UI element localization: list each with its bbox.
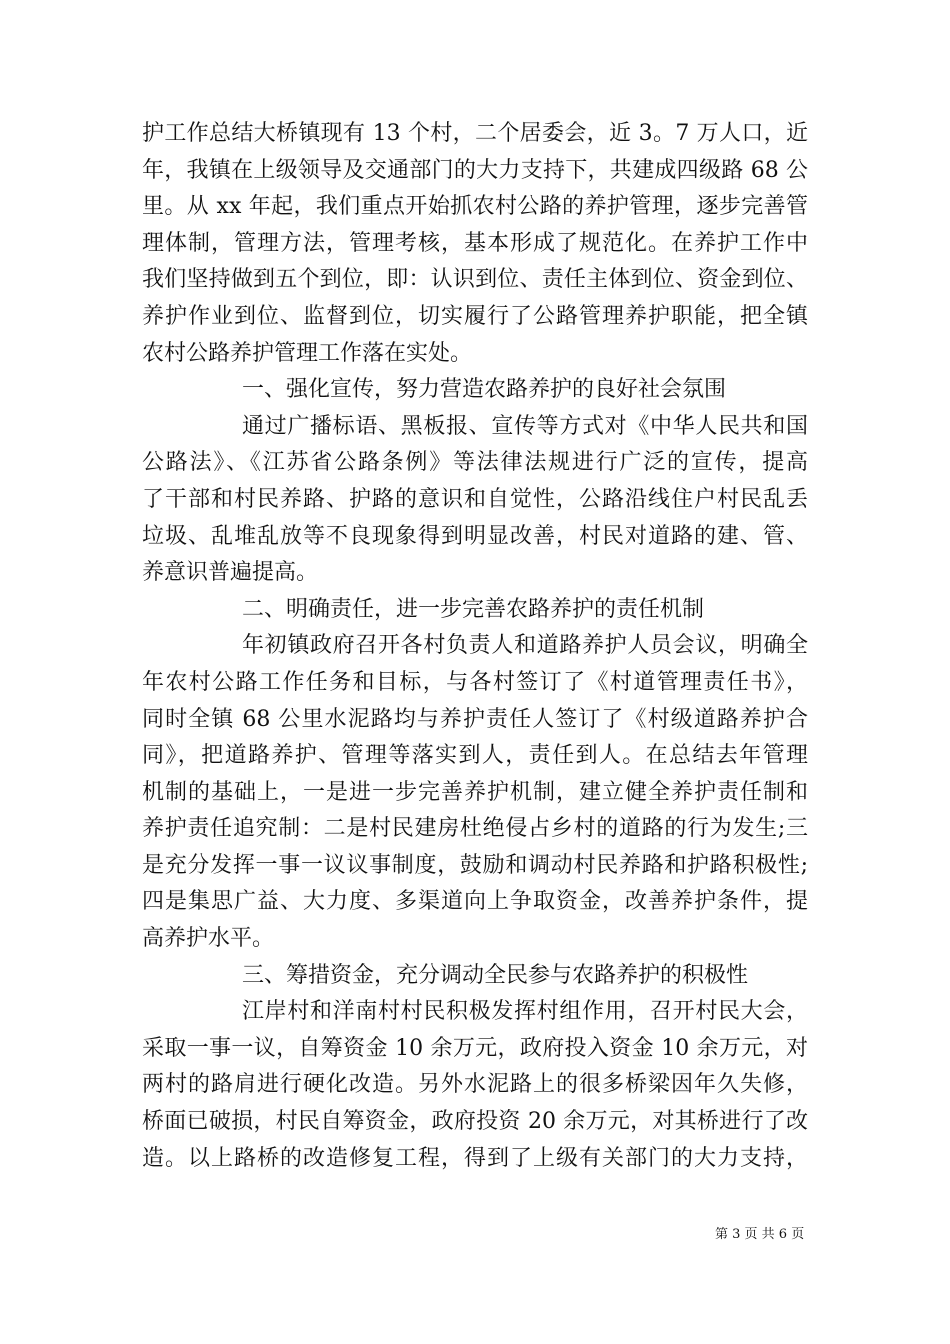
text-line: 是充分发挥一事一议议事制度，鼓励和调动村民养路和护路积极性; (142, 852, 808, 878)
page-footer: 第 3 页 共 6 页 (715, 1227, 805, 1242)
text-line: 了干部和村民养路、护路的意识和自觉性，公路沿线住户村民乱丢 (142, 486, 808, 512)
section-heading: 三、筹措资金，充分调动全民参与农路养护的积极性 (242, 962, 749, 988)
text-line: 垃圾、乱堆乱放等不良现象得到明显改善，村民对道路的建、管、 (142, 523, 808, 549)
text-line: 年，我镇在上级领导及交通部门的大力支持下，共建成四级路 68 公 (142, 157, 808, 183)
text-line: 养意识普遍提高。 (142, 560, 319, 586)
text-line: 同》，把道路养护、管理等落实到人，责任到人。在总结去年管理 (142, 743, 808, 769)
text-line: 护工作总结大桥镇现有 13 个村，二个居委会，近 3。7 万人口，近 (142, 121, 808, 146)
text-line: 采取一事一议，自筹资金 10 余万元，政府投入资金 10 余万元，对 (142, 1035, 808, 1061)
section-heading: 二、明确责任，进一步完善农路养护的责任机制 (242, 596, 705, 622)
text-line: 农村公路养护管理工作落在实处。 (142, 340, 473, 366)
text-line: 造。以上路桥的改造修复工程，得到了上级有关部门的大力支持， (142, 1145, 808, 1171)
text-line: 理体制，管理方法，管理考核，基本形成了规范化。在养护工作中 (142, 230, 808, 256)
text-line: 江岸村和洋南村村民积极发挥村组作用，召开村民大会， (242, 999, 808, 1025)
text-line: 养护作业到位、监督到位，切实履行了公路管理养护职能，把全镇 (142, 303, 808, 329)
text-line: 年农村公路工作任务和目标，与各村签订了《村道管理责任书》， (142, 669, 808, 695)
text-line: 年初镇政府召开各村负责人和道路养护人员会议，明确全 (242, 633, 808, 659)
text-line: 桥面已破损，村民自筹资金，政府投资 20 余万元，对其桥进行了改 (142, 1109, 808, 1135)
text-line: 公路法》、《江苏省公路条例》等法律法规进行广泛的宣传，提高 (142, 450, 808, 476)
text-line: 机制的基础上，一是进一步完善养护机制，建立健全养护责任制和 (142, 779, 808, 805)
text-line: 我们坚持做到五个到位，即：认识到位、责任主体到位、资金到位、 (142, 267, 808, 293)
text-line: 养护责任追究制：二是村民建房杜绝侵占乡村的道路的行为发生;三 (142, 816, 808, 842)
section-heading: 一、强化宣传，努力营造农路养护的良好社会氛围 (242, 377, 727, 403)
text-line: 通过广播标语、黑板报、宣传等方式对《中华人民共和国 (242, 413, 808, 439)
text-line: 里。从 xx 年起，我们重点开始抓农村公路的养护管理，逐步完善管 (142, 194, 808, 220)
text-line: 同时全镇 68 公里水泥路均与养护责任人签订了《村级道路养护合 (142, 706, 808, 732)
document-body (142, 116, 808, 1177)
text-line: 两村的路肩进行硬化改造。另外水泥路上的很多桥梁因年久失修， (142, 1072, 808, 1098)
text-line: 高养护水平。 (142, 926, 275, 952)
text-line: 四是集思广益、大力度、多渠道向上争取资金，改善养护条件，提 (142, 889, 808, 915)
